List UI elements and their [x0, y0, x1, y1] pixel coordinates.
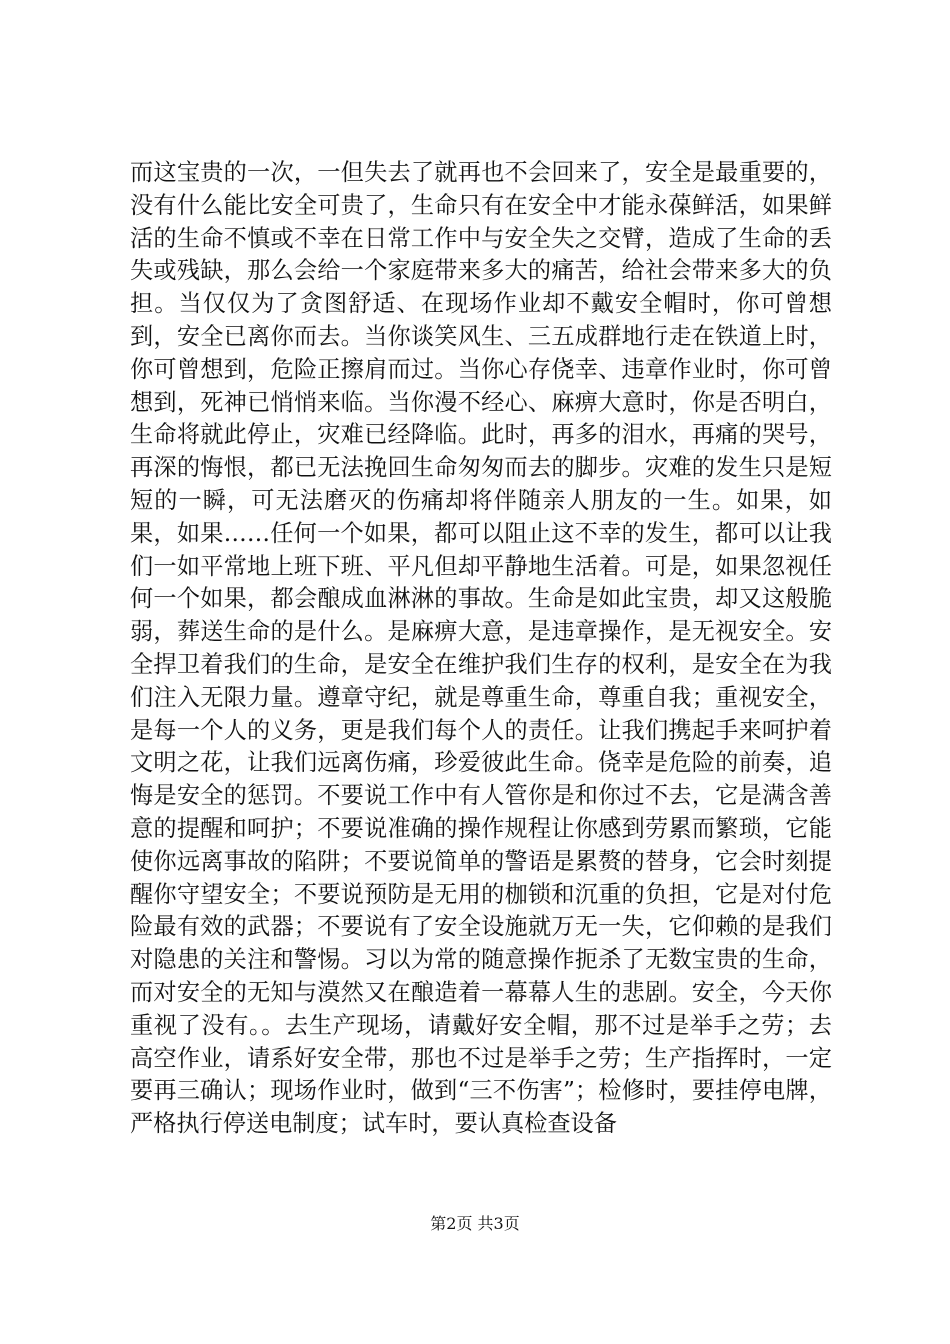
page-number-footer: 第2页 共3页 [430, 1214, 520, 1233]
body-paragraph: 而这宝贵的一次，一但失去了就再也不会回来了，安全是最重要的，没有什么能比安全可贵了，生命只有在安全中才能永葆鲜活，如果鲜活的生命不慎或不幸在日常工作中与安全失之交臂，造成了生命的丢失或残缺，那么会给一个家庭带来多大的痛苦，给社会带来多大的负担。当仅仅为了贪图舒适、在现场作业却不戴安全帽时，你可曾想到，安全已离你而去。当你谈笑风生、三五成群地行走在铁道上时，你可曾想到，危险正擦肩而过。当你心存侥幸、违章作业时，你可曾想到，死神已悄悄来临。当你漫不经心、麻痹大意时，你是否明白，生命将就此停止，灾难已经降临。此时，再多的泪水，再痛的哭号，再深的悔恨，都已无法挽回生命匆匆而去的脚步。灾难的发生只是短短的一瞬，可无法磨灭的伤痛却将伴随亲人朋友的一生。如果，如果，如果……任何一个如果，都可以阻止这不幸的发生，都可以让我们一如平常地上班下班、平凡但却平静地生活着。可是，如果忽视任何一个如果，都会酿成血淋淋的事故。生命是如此宝贵，却又这般脆弱，葬送生命的是什么。是麻痹大意，是违章操作，是无视安全。安全捍卫着我们的生命，是安全在维护我们生存的权利，是安全在为我们注入无限力量。遵章守纪，就是尊重生命，尊重自我；重视安全，是每一个人的义务，更是我们每个人的责任。让我们携起手来呵护着文明之花，让我们远离伤痛，珍爱彼此生命。侥幸是危险的前奏，追悔是安全的惩罚。不要说工作中有人管你是和你过不去，它是满含善意的提醒和呵护；不要说准确的操作规程让你感到劳累而繁琐，它能使你远离事故的陷阱；不要说简单的警语是累赘的替身，它会时刻提醒你守望安全；不要说预防是无用的枷锁和沉重的负担，它是对付危险最有效的武器；不要说有了安全设施就万无一失，它仰赖的是我们对隐患的关注和警惕。习以为常的随意操作扼杀了无数宝贵的生命，而对安全的无知与漠然又在酿造着一幕幕人生的悲剧。安全，今天你重视了没有。。去生产现场，请戴好安全帽，那不过是举手之劳；去高空作业，请系好安全带，那也不过是举手之劳；生产指挥时，一定要再三确认；现场作业时，做到“三不伤害”；检修时，要挂停电牌，严格执行停送电制度；试车时，要认真检查设备 [130, 159, 832, 1138]
